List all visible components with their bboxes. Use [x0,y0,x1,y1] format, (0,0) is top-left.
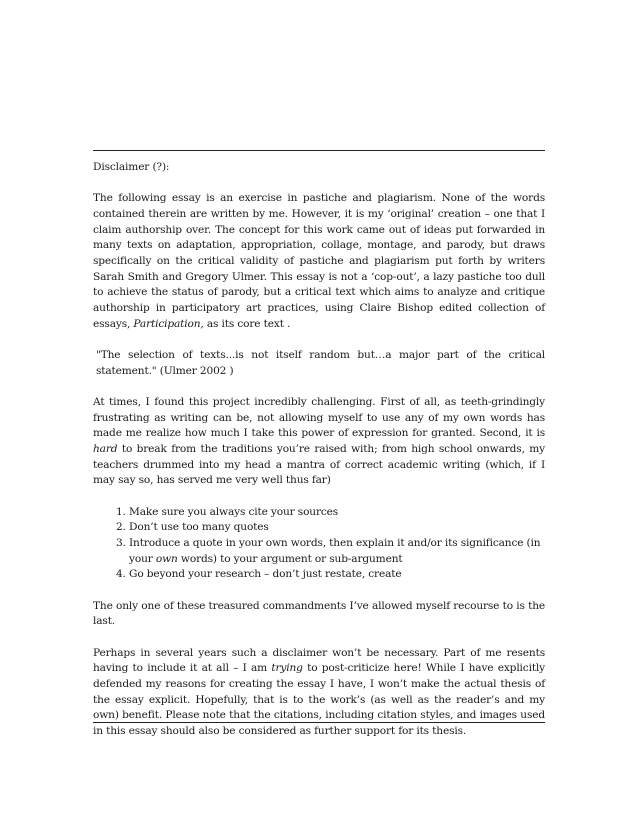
top-rule [93,150,545,151]
disclaimer-body [93,160,545,755]
list-item-italic: own [155,552,178,565]
list-item-text-end: words) to your argument or sub-argument [177,552,403,565]
closing-italic: trying [271,662,303,675]
challenge-paragraph [93,395,545,489]
closing-paragraph [93,646,545,740]
intro-text: The following essay is an exercise in pastiche and plagiarism. None of the words contained therein are written by me. However, it is my ‘original’ creation – one that I claim authorship over. The concept for this work came out of ideas put forwarded in many texts on adaptation, appropriation, collage, montage, and parody, but draws specifically on the critical validity of pastiche and plagiarism put forth by writers Sarah Smith and Gregory Ulmer. This essay is not a ‘cop-out’, a lazy pastiche too dull to achieve the status of parody, but a critical text which aims to analyze and critique authorship in participatory art practices, using Claire Bishop edited collection of essays, [93,192,545,330]
bottom-rule [93,722,545,723]
list-item [129,536,545,567]
challenge-text: At times, I found this project incredibly challenging. First of all, as teeth-grindingly frustrating as writing can be, not allowing myself to use any of my own words has made me realize how much I take this power of expression for granted. Second, it is [93,395,545,440]
closing-text: Perhaps in several years such a disclaimer won’t be necessary. Part of me resents having to include it at all – I am [93,646,545,675]
challenge-text-end: to break from the traditions you’re raised with; from high school onwards, my teachers drummed into my head a mantra of correct academic writing (which, if I may say so, has served me very well thus far) [93,443,545,487]
commandments-list [93,505,545,584]
list-item: 4. Go beyond your research – don’t just restate, create [129,567,545,583]
challenge-italic: hard [93,443,118,456]
list-item-text: Introduce a quote in your own words, then explain it and/or its significance (in your [129,537,541,565]
intro-text-end: as its core text . [203,317,291,330]
intro-paragraph [93,191,545,332]
list-item: 2. Don’t use too many quotes [129,520,545,536]
ulmer-quote: "The selection of texts...is not itself random but…a major part of the critical statement." (Ulmer 2002 ) [96,349,545,377]
recourse-paragraph: The only one of these treasured commandments I’ve allowed myself recourse to is the last. [93,599,545,628]
list-item: 1. Make sure you always cite your sources [129,505,545,521]
intro-italic: Participation, [133,317,204,330]
closing-text-end: to post-criticize here! While I have explicitly defended my reasons for creating the essay I have, I won’t make the actual thesis of the essay explicit. Hopefully, that is to the work’s (as well as the reader’s and my own) benefit. Please note that the citations, including citation styles, and images used in this essay should also be considered as further support for its thesis. [93,662,545,738]
disclaimer-heading: Disclaimer (?): [93,161,170,173]
